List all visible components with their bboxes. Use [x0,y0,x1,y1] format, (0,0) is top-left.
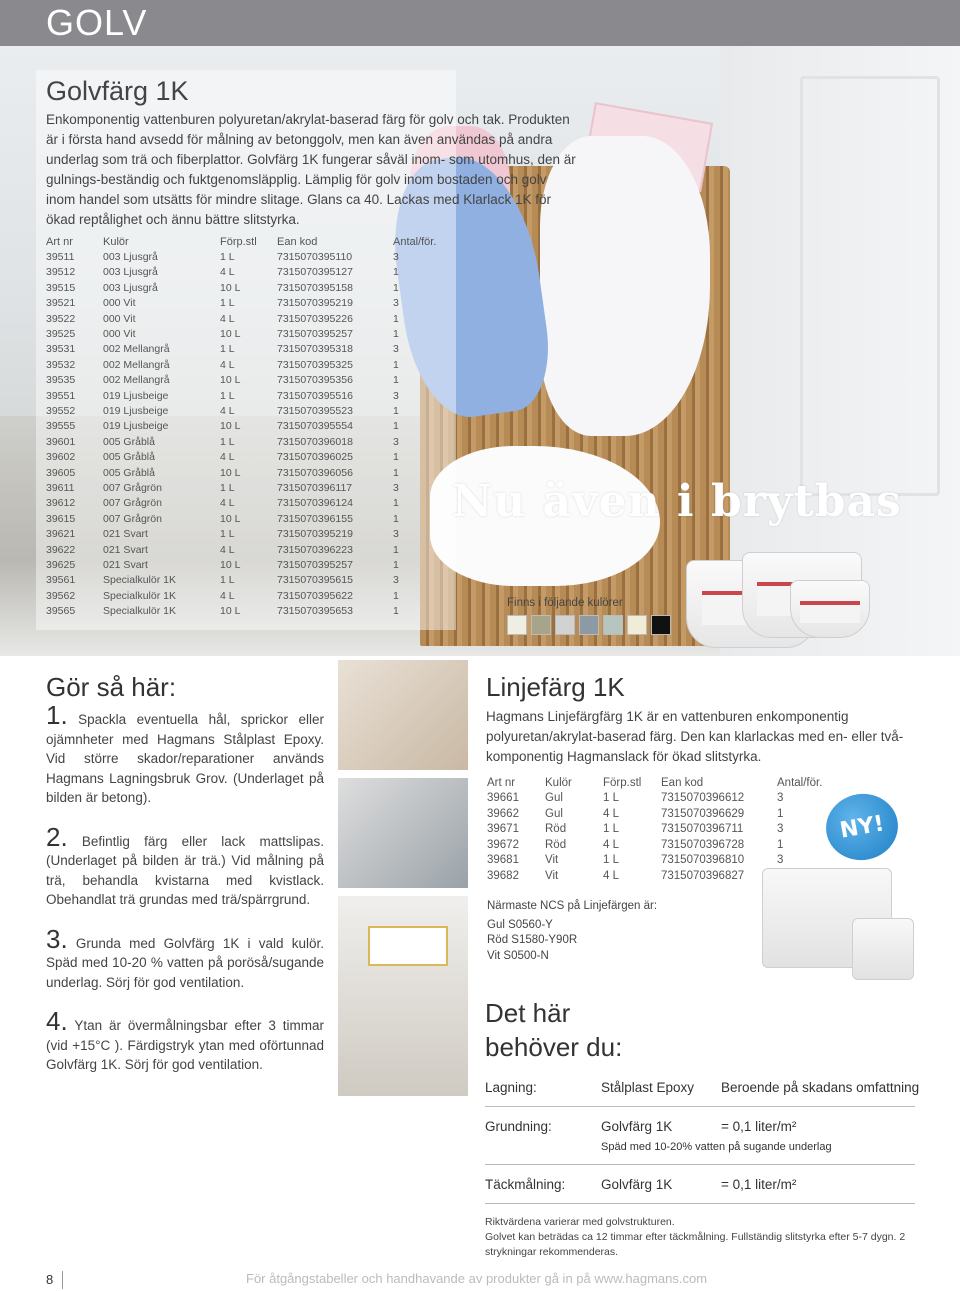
table-cell: 7315070395257 [277,328,353,341]
table-row [46,265,436,280]
table-cell: 39555 [46,420,76,433]
note-2: Golvet kan beträdas ca 12 timmar efter täckmålning. Fullständig slitstyrka efter 5-7 dygn. 2 strykningar rekommenderas. [485,1231,906,1258]
table-cell: 7315070395325 [277,358,353,371]
table-row [46,280,436,295]
tack-amount: = 0,1 liter/m² [721,1177,797,1192]
table-row [46,342,436,357]
section-header-band [0,0,960,46]
table-cell: 000 Vit [103,297,136,310]
table-row [46,434,436,449]
table-cell: 39602 [46,451,76,464]
table-row [487,822,827,838]
table-cell: 1 [393,420,399,433]
new-badge: NY! [821,788,903,866]
table-cell: 7315070396612 [661,792,745,805]
photo-door [800,76,940,496]
lagning-label: Lagning: [485,1080,537,1095]
table-cell: 7315070396117 [277,481,353,494]
color-swatch [531,615,551,635]
table-cell: 10 L [220,328,241,341]
table-cell: 3 [777,823,784,836]
ncs-vit: Vit S0500-N [487,949,549,962]
table-cell: 007 Grågrön [103,497,162,510]
note-1: Riktvärdena varierar med golvstrukturen. [485,1216,675,1228]
table-cell: 7315070395554 [277,420,353,433]
section-title: GOLV [46,2,148,43]
col-ean: Ean kod [277,235,318,248]
table-cell: 7315070396124 [277,497,353,510]
linjefarg-intro: Hagmans Linjefärgfärg 1K är en vattenburen enkomponentig polyuretan/akrylat-baserad färg. Den kan klarlackas med en- eller två- komponentig Hagmanslack för ökad slitstyrka. [486,709,904,764]
table-cell: 7315070395516 [277,389,353,402]
table-cell: 7315070395158 [277,281,353,294]
table-row [46,573,436,588]
table-cell: 3 [393,528,399,541]
table-cell: 39662 [487,807,519,820]
table-row [46,496,436,511]
table-cell: 1 L [220,251,235,264]
table-cell: Röd [545,823,567,836]
table-cell: 000 Vit [103,312,136,325]
footer-divider [62,1271,63,1289]
page-number: 8 [46,1272,54,1287]
table-cell: 1 L [220,435,235,448]
table-cell: 1 [393,605,399,618]
table-cell: 39671 [487,823,519,836]
col-antal: Antal/för. [393,235,437,248]
table-cell: 7315070395257 [277,558,353,571]
table-row [46,388,436,403]
table-cell: 39561 [46,574,76,587]
grundning-label: Grundning: [485,1119,552,1134]
table-cell: 3 [777,854,784,867]
table-cell: 003 Ljusgrå [103,266,158,279]
table-cell: 1 [393,281,399,294]
table-cell: 7315070395318 [277,343,353,356]
table-cell: 39681 [487,854,519,867]
tack-label: Täckmålning: [485,1177,566,1192]
table-row [46,419,436,434]
color-swatch [579,615,599,635]
table-cell: 7315070395523 [277,404,353,417]
tack-product: Golvfärg 1K [601,1177,673,1192]
color-swatches [507,615,671,635]
table-cell: 005 Gråblå [103,466,155,479]
table-cell: 10 L [220,466,241,479]
table-cell: 1 [393,358,399,371]
linjefarg-can [852,918,914,980]
table-row [46,557,436,572]
table-cell: 7315070396025 [277,451,353,464]
table-cell: 4 L [220,404,235,417]
table-cell: 10 L [220,281,241,294]
table-cell: 003 Ljusgrå [103,251,158,264]
table-row [487,791,827,807]
table-cell: 10 L [220,558,241,571]
table-cell: 003 Ljusgrå [103,281,158,294]
table-cell: 1 [393,512,399,525]
table-cell: 3 [393,251,399,264]
table-cell: 39612 [46,497,76,510]
table-cell: 7315070395615 [277,574,353,587]
table-cell: 39625 [46,558,76,571]
table-cell: 7315070395622 [277,589,353,602]
table-cell: 39601 [46,435,76,448]
table-cell: 4 L [220,451,235,464]
table-cell: 7315070396810 [661,854,745,867]
table-cell: 1 [393,266,399,279]
table-cell: 39522 [46,312,76,325]
table-cell: 7315070396728 [661,838,745,851]
table-row [46,249,436,264]
table-cell: 7315070396018 [277,435,353,448]
table-cell: 019 Ljusbeige [103,420,169,433]
table-cell: Röd [545,838,567,851]
table-cell: 39515 [46,281,76,294]
table-cell: 002 Mellangrå [103,358,170,371]
table-cell: 4 L [220,266,235,279]
table-row [46,465,436,480]
table-row [487,853,827,869]
table-cell: 1 [393,404,399,417]
table-header-row [487,775,827,791]
grundning-amount: = 0,1 liter/m² [721,1119,797,1134]
table-cell: 7315070395127 [277,266,353,279]
table-cell: 021 Svart [103,528,148,541]
table-cell: 3 [393,481,399,494]
table-cell: 39535 [46,374,76,387]
col-forp: Förp.stl [603,776,642,789]
golvfarg-product-table [46,234,436,619]
table-cell: 7315070396827 [661,869,745,882]
ncs-gul: Gul S0560-Y [487,918,553,931]
table-cell: 39562 [46,589,76,602]
table-cell: 1 [393,589,399,602]
table-cell: 1 L [220,343,235,356]
table-cell: 39611 [46,481,75,494]
table-cell: 3 [777,792,784,805]
table-cell: 4 L [220,543,235,556]
table-cell: 39682 [487,869,519,882]
colors-label: Finns i följande kulörer [507,597,623,609]
grundning-note: Späd med 10-20% vatten på sugande underlag [601,1141,832,1153]
table-cell: 3 [393,297,399,310]
table-cell: 002 Mellangrå [103,374,170,387]
table-row [46,603,436,618]
table-cell: 1 [777,838,784,851]
color-swatch [627,615,647,635]
color-swatch [603,615,623,635]
table-cell: 4 L [603,869,619,882]
table-cell: 4 L [220,312,235,325]
table-cell: 1 L [220,481,235,494]
table-cell: 002 Mellangrå [103,343,170,356]
table-cell: 7315070396056 [277,466,353,479]
table-cell: 10 L [220,374,241,387]
step-1: 1. Spackla eventuella hål, sprickor eller ojämnheter med Hagmans Stålplast Epoxy. Vid större skador/reparationer används Hagmans Lagningsbruk Grov. (Underlaget på bilden är betong). [46,700,324,805]
col-forp: Förp.stl [220,235,257,248]
divider [485,1164,915,1165]
table-cell: 4 L [220,358,235,371]
table-cell: Specialkulör 1K [103,589,176,602]
table-cell: 39531 [46,343,76,356]
table-cell: 10 L [220,512,241,525]
table-row [46,373,436,388]
table-row [46,296,436,311]
table-cell: 7315070396155 [277,512,353,525]
table-cell: Specialkulör 1K [103,605,176,618]
table-cell: Vit [545,869,559,882]
table-row [487,837,827,853]
photo-grinder [338,778,468,888]
lagning-amount: Beroende på skadans omfattning [721,1080,920,1095]
table-cell: Gul [545,807,563,820]
howto-steps [46,700,324,1095]
golvfarg-title: Golvfärg 1K [46,76,189,106]
table-cell: 1 L [220,528,235,541]
table-cell: 7315070395110 [277,251,353,264]
table-cell: 1 L [220,574,235,587]
step-4: 4. Ytan är övermålningsbar efter 3 timmar (vid +15°C ). Färdigstryk ytan med oförtunnad Golvfärg 1K. Sörj för god ventilation. [46,1006,324,1072]
table-cell: 39565 [46,605,76,618]
table-row [46,588,436,603]
table-cell: 1 L [603,854,619,867]
table-cell: 1 L [220,389,235,402]
table-cell: 4 L [603,838,619,851]
table-cell: 39521 [46,297,76,310]
table-cell: 1 [393,543,399,556]
table-cell: 005 Gråblå [103,451,155,464]
table-cell: 39672 [487,838,519,851]
ncs-title: Närmaste NCS på Linjefärgen är: [487,900,658,912]
grundning-product: Golvfärg 1K [601,1119,673,1134]
table-cell: 3 [393,389,399,402]
table-cell: 7315070395226 [277,312,353,325]
table-cell: Specialkulör 1K [103,574,176,587]
table-cell: 7315070395653 [277,605,353,618]
table-cell: 7315070395219 [277,297,353,310]
table-cell: 007 Grågrön [103,512,162,525]
table-cell: 021 Svart [103,558,148,571]
col-kulor: Kulör [545,776,572,789]
table-cell: 4 L [220,589,235,602]
color-swatch [507,615,527,635]
table-cell: 1 [393,328,399,341]
table-cell: 019 Ljusbeige [103,389,169,402]
table-cell: 019 Ljusbeige [103,404,169,417]
table-cell: 39622 [46,543,76,556]
table-row [487,806,827,822]
table-cell: 39525 [46,328,76,341]
table-cell: 3 [393,343,399,356]
table-cell: 1 [393,374,399,387]
footer-text: För åtgångstabeller och handhavande av produkter gå in på www.hagmans.com [246,1271,708,1286]
col-kulor: Kulör [103,235,129,248]
table-cell: 7315070396223 [277,543,353,556]
table-cell: 1 [393,558,399,571]
table-row [46,526,436,541]
col-artnr: Art nr [487,776,516,789]
table-cell: 1 [777,807,784,820]
ncs-rod: Röd S1580-Y90R [487,934,578,946]
table-cell: 3 [393,574,399,587]
golvfarg-intro: Enkomponentig vattenburen polyuretan/akrylat-baserad färg för golv och tak. Produkten är i första hand avsedd för målning av betonggolv, men kan även användas på andra underlag som trä och fiberplattor. Golvfärg 1K fungerar såväl inom- som utomhus, den är gulnings-beständig och fuktgenomsläpplig. Lämplig för golv inom bostaden och golv inom handel som utsätts för mindre slitage. Glans ca 40. Lackas med Klarlack 1K för ökad reptålighet och ännu bättre slitstyrka. [46,112,576,227]
table-cell: 3 [393,435,399,448]
table-cell: 39532 [46,358,76,371]
table-row [46,480,436,495]
table-row [46,511,436,526]
table-header-row [46,234,436,249]
step-photos [338,660,468,1100]
color-swatch [651,615,671,635]
brytbas-headline: Nu även i brytbas [452,476,902,527]
ncs-info [487,899,657,964]
step-2: 2. Befintlig färg eller lack mattslipas. (Underlaget på bilden är trä.) Vid målning på trä, behandla kvistarna med kvistlack. Obehandlat trä grundas med trä/spärrgrund. [46,821,324,907]
table-cell: 10 L [220,605,241,618]
col-antal: Antal/för. [777,776,823,789]
table-row [46,311,436,326]
table-cell: 7315070395219 [277,528,353,541]
table-cell: 1 L [220,297,235,310]
table-cell: 007 Grågrön [103,481,162,494]
table-cell: 000 Vit [103,328,136,341]
table-cell: 4 L [220,497,235,510]
howto-title: Gör så här: [46,672,177,702]
linjefarg-title: Linjefärg 1K [486,672,625,702]
table-cell: 39621 [46,528,76,541]
table-cell: 39512 [46,266,76,279]
table-cell: Gul [545,792,563,805]
table-row [46,449,436,464]
table-row [46,542,436,557]
needs-title: Det här behöver du: [485,998,623,1062]
photo-roller [338,896,468,1096]
lagning-product: Stålplast Epoxy [601,1080,695,1095]
col-artnr: Art nr [46,235,73,248]
step-3: 3. Grunda med Golvfärg 1K i vald kulör. Späd med 10-20 % vatten på poröså/sugande underlag. Sörj för god ventilation. [46,923,324,990]
divider [485,1203,915,1204]
table-cell: 1 [393,312,399,325]
table-cell: 1 L [603,792,619,805]
table-cell: 7315070396711 [661,823,744,836]
table-cell: 7315070396629 [661,807,745,820]
table-row [46,403,436,418]
table-cell: 1 [393,466,399,479]
table-cell: 021 Svart [103,543,148,556]
table-cell: 39661 [487,792,519,805]
table-cell: 39605 [46,466,76,479]
col-ean: Ean kod [661,776,704,789]
photo-spackling [338,660,468,770]
table-cell: 1 L [603,823,619,836]
table-cell: 39551 [46,389,76,402]
paint-bucket-small [790,580,870,638]
table-cell: Vit [545,854,559,867]
table-cell: 39615 [46,512,76,525]
needs-notes [485,1215,915,1260]
table-cell: 1 [393,451,399,464]
table-cell: 4 L [603,807,619,820]
table-cell: 10 L [220,420,241,433]
color-swatch [555,615,575,635]
divider [485,1106,915,1107]
table-cell: 39511 [46,251,75,264]
table-cell: 005 Gråblå [103,435,155,448]
table-cell: 1 [393,497,399,510]
table-cell: 7315070395356 [277,374,353,387]
table-row [46,357,436,372]
table-cell: 39552 [46,404,76,417]
table-row [46,326,436,341]
